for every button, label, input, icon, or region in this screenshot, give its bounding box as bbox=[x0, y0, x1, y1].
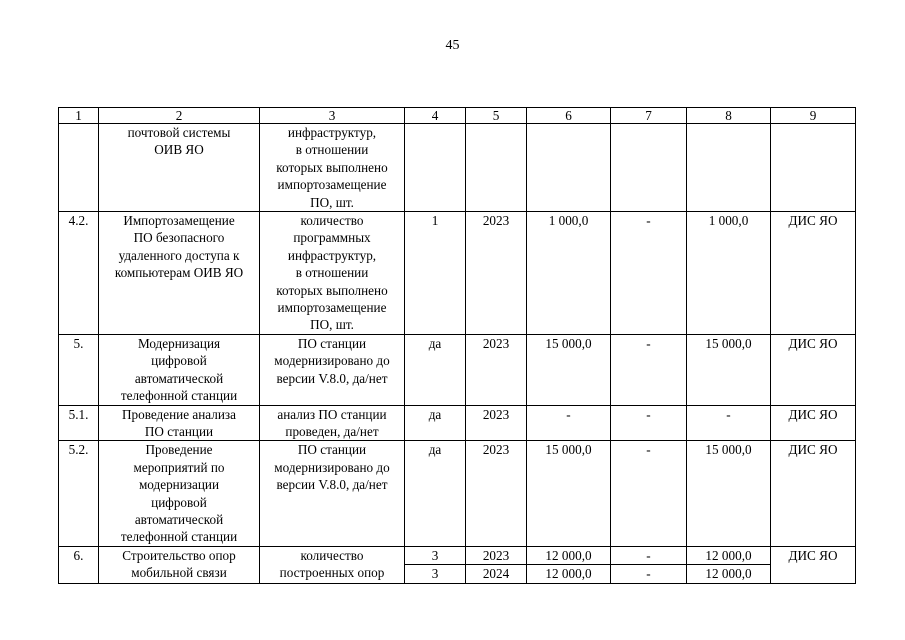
table-cell bbox=[59, 124, 99, 212]
table-cell: 3 bbox=[405, 546, 466, 564]
table-cell bbox=[687, 124, 771, 212]
table-cell: ДИС ЯО bbox=[771, 441, 856, 546]
table-cell: анализ ПО станции проведен, да/нет bbox=[260, 405, 405, 441]
table-cell: ПО станции модернизировано до версии V.8.0, да/нет bbox=[260, 334, 405, 405]
table-cell: - bbox=[687, 405, 771, 441]
table-cell: - bbox=[611, 546, 687, 564]
table-cell: Строительство опор мобильной связи bbox=[99, 546, 260, 583]
table-cell: почтовой системы ОИВ ЯО bbox=[99, 124, 260, 212]
table-cell: ДИС ЯО bbox=[771, 405, 856, 441]
table-cell: 2024 bbox=[466, 565, 527, 583]
table-cell: 2023 bbox=[466, 405, 527, 441]
header-cell: 2 bbox=[99, 108, 260, 124]
table-cell: 3 bbox=[405, 565, 466, 583]
table-cell: 6. bbox=[59, 546, 99, 583]
table-cell: 15 000,0 bbox=[687, 334, 771, 405]
table-cell: 2023 bbox=[466, 546, 527, 564]
table-cell: 1 000,0 bbox=[687, 212, 771, 335]
table-cell: да bbox=[405, 334, 466, 405]
table-cell: 12 000,0 bbox=[687, 546, 771, 564]
table-cell: да bbox=[405, 405, 466, 441]
table-row bbox=[59, 124, 856, 212]
table-cell: 15 000,0 bbox=[687, 441, 771, 546]
table-cell: ДИС ЯО bbox=[771, 546, 856, 583]
header-cell: 6 bbox=[527, 108, 611, 124]
table-cell: 12 000,0 bbox=[687, 565, 771, 583]
table-row bbox=[59, 441, 856, 546]
table-cell: Проведение мероприятий по модернизации цифровой автоматической телефонной станции bbox=[99, 441, 260, 546]
table-cell: 5. bbox=[59, 334, 99, 405]
table-cell bbox=[611, 124, 687, 212]
table-cell: ДИС ЯО bbox=[771, 334, 856, 405]
table-row bbox=[59, 405, 856, 441]
table-cell: 4.2. bbox=[59, 212, 99, 335]
table-header-row bbox=[59, 108, 856, 124]
header-cell: 9 bbox=[771, 108, 856, 124]
table-row bbox=[59, 212, 856, 335]
table-cell: - bbox=[527, 405, 611, 441]
table-cell: 1 000,0 bbox=[527, 212, 611, 335]
table-row bbox=[59, 546, 856, 564]
header-cell: 8 bbox=[687, 108, 771, 124]
table-cell: 12 000,0 bbox=[527, 546, 611, 564]
table-cell bbox=[405, 124, 466, 212]
table-cell: ДИС ЯО bbox=[771, 212, 856, 335]
table-cell: 15 000,0 bbox=[527, 441, 611, 546]
table-row bbox=[59, 334, 856, 405]
table-cell: Модернизация цифровой автоматической телефонной станции bbox=[99, 334, 260, 405]
header-cell: 3 bbox=[260, 108, 405, 124]
table-cell: 5.1. bbox=[59, 405, 99, 441]
table-cell: да bbox=[405, 441, 466, 546]
header-cell: 5 bbox=[466, 108, 527, 124]
table-cell: 2023 bbox=[466, 334, 527, 405]
table-cell: - bbox=[611, 405, 687, 441]
table-cell: 1 bbox=[405, 212, 466, 335]
table-cell: - bbox=[611, 565, 687, 583]
table-cell: - bbox=[611, 212, 687, 335]
table-cell: 12 000,0 bbox=[527, 565, 611, 583]
table-cell: ПО станции модернизировано до версии V.8.0, да/нет bbox=[260, 441, 405, 546]
table-cell: - bbox=[611, 334, 687, 405]
table-cell: 2023 bbox=[466, 441, 527, 546]
header-cell: 1 bbox=[59, 108, 99, 124]
table-cell: инфраструктур, в отношении которых выполнено импортозамещение ПО, шт. bbox=[260, 124, 405, 212]
document-table bbox=[58, 107, 856, 584]
table-cell bbox=[527, 124, 611, 212]
page-number: 45 bbox=[445, 38, 460, 53]
table-cell: количество программных инфраструктур, в отношении которых выполнено импортозамещение ПО, шт. bbox=[260, 212, 405, 335]
table-cell: Импортозамещение ПО безопасного удаленного доступа к компьютерам ОИВ ЯО bbox=[99, 212, 260, 335]
header-cell: 4 bbox=[405, 108, 466, 124]
table-cell bbox=[466, 124, 527, 212]
table-cell: 2023 bbox=[466, 212, 527, 335]
table-cell: 15 000,0 bbox=[527, 334, 611, 405]
table-cell: Проведение анализа ПО станции bbox=[99, 405, 260, 441]
table-cell: 5.2. bbox=[59, 441, 99, 546]
table-cell bbox=[771, 124, 856, 212]
table-cell: - bbox=[611, 441, 687, 546]
table-cell: количество построенных опор bbox=[260, 546, 405, 583]
header-cell: 7 bbox=[611, 108, 687, 124]
